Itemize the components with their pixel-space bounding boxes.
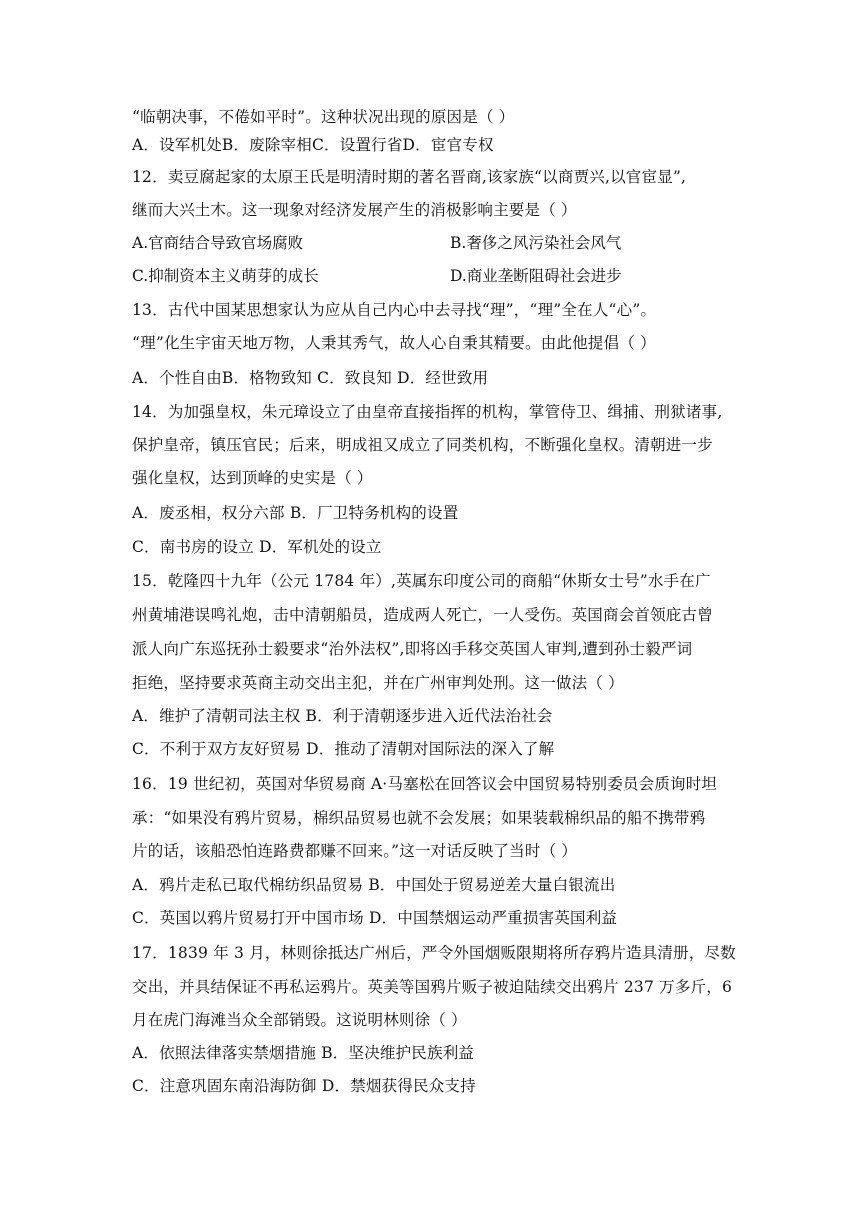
q11-stem-end: “临朝决事，不倦如平时”。这种状况出现的原因是（ ） xyxy=(132,108,515,126)
q17-stem-line2: 交出，并具结保证不再私运鸦片。英美等国鸦片贩子被迫陆续交出鸦片 237 万多斤，6 xyxy=(132,978,733,996)
q14-stem-line1: 14．为加强皇权，朱元璋设立了由皇帝直接指挥的机构，掌管侍卫、缉捕、刑狱诸事, xyxy=(132,403,723,421)
q17-stem-line3: 月在虎门海滩当众全部销毁。这说明林则徐（ ） xyxy=(132,1011,467,1029)
q16-stem-line3: 片的话，该船恐怕连路费都赚不回来。”这一对话反映了当时（ ） xyxy=(132,842,578,860)
q14-stem-line2: 保护皇帝，镇压官民；后来，明成祖又成立了同类机构，不断强化皇权。清朝进一步 xyxy=(132,436,713,454)
q14-options-row1: A．废丞相，权分六部 B．厂卫特务机构的设置 xyxy=(132,504,459,522)
q12-stem-line2: 继而大兴土木。这一现象对经济发展产生的消极影响主要是（ ） xyxy=(132,201,577,219)
q15-options-row2: C．不利于双方友好贸易 D．推动了清朝对国际法的深入了解 xyxy=(132,740,555,758)
q17-options-row2: C．注意巩固东南沿海防御 D．禁烟获得民众支持 xyxy=(132,1077,476,1095)
q16-options-row1: A．鸦片走私已取代棉纺织品贸易 B．中国处于贸易逆差大量白银流出 xyxy=(132,876,616,894)
q17-options-row1: A．依照法律落实禁烟措施 B．坚决维护民族利益 xyxy=(132,1044,475,1062)
q12-option-c: C.抑制资本主义萌芽的成长 xyxy=(132,267,319,285)
q16-options-row2: C．英国以鸦片贸易打开中国市场 D．中国禁烟运动严重损害英国利益 xyxy=(132,909,618,927)
q15-options-row1: A．维护了清朝司法主权 B．利于清朝逐步进入近代法治社会 xyxy=(132,707,553,725)
q14-stem-line3: 强化皇权，达到顶峰的史实是（ ） xyxy=(132,469,373,487)
q15-stem-line4: 拒绝，坚持要求英商主动交出主犯，并在广州审判处刑。这一做法（ ） xyxy=(132,674,624,692)
q17-stem-line1: 17．1839 年 3 月，林则徐抵达广州后，严令外国烟贩限期将所存鸦片造具清册，尽数 xyxy=(132,944,736,962)
q12-option-a: A.官商结合导致官场腐败 xyxy=(132,234,304,252)
q15-stem-line1: 15．乾隆四十九年（公元 1784 年）,英属东印度公司的商船“休斯女士号”水手在广 xyxy=(132,572,711,590)
q12-option-d: D.商业垄断阻碍社会进步 xyxy=(450,267,622,285)
q15-stem-line3: 派人向广东巡抚孙士毅要求“治外法权”,即将凶手移交英国人审判,遭到孙士毅严词 xyxy=(132,640,693,658)
q13-stem-line1: 13．古代中国某思想家认为应从自己内心中去寻找“理”，“理”全在人“心”。 xyxy=(132,301,657,319)
q11-options: A．设军机处B．废除宰相C．设置行省D．宦官专权 xyxy=(132,136,494,154)
q12-stem-line1: 12．卖豆腐起家的太原王氏是明清时期的著名晋商,该家族“以商贾兴,以官宦显”, xyxy=(132,168,687,186)
q13-options: A．个性自由B．格物致知 C．致良知 D．经世致用 xyxy=(132,369,489,387)
q15-stem-line2: 州黄埔港误鸣礼炮，击中清朝船员，造成两人死亡，一人受伤。英国商会首领庇古曾 xyxy=(132,606,713,624)
q14-options-row2: C．南书房的设立 D．军机处的设立 xyxy=(132,538,382,556)
q12-option-b: B.奢侈之风污染社会风气 xyxy=(450,234,622,252)
q16-stem-line2: 承：“如果没有鸦片贸易，棉织品贸易也就不会发展；如果装载棉织品的船不携带鸦 xyxy=(132,809,706,827)
q16-stem-line1: 16．19 世纪初，英国对华贸易商 A·马塞松在回答议会中国贸易特别委员会质询时坦 xyxy=(132,775,718,793)
q13-stem-line2: “理”化生宇宙天地万物，人秉其秀气，故人心自秉其精要。由此他提倡（ ） xyxy=(132,334,656,352)
